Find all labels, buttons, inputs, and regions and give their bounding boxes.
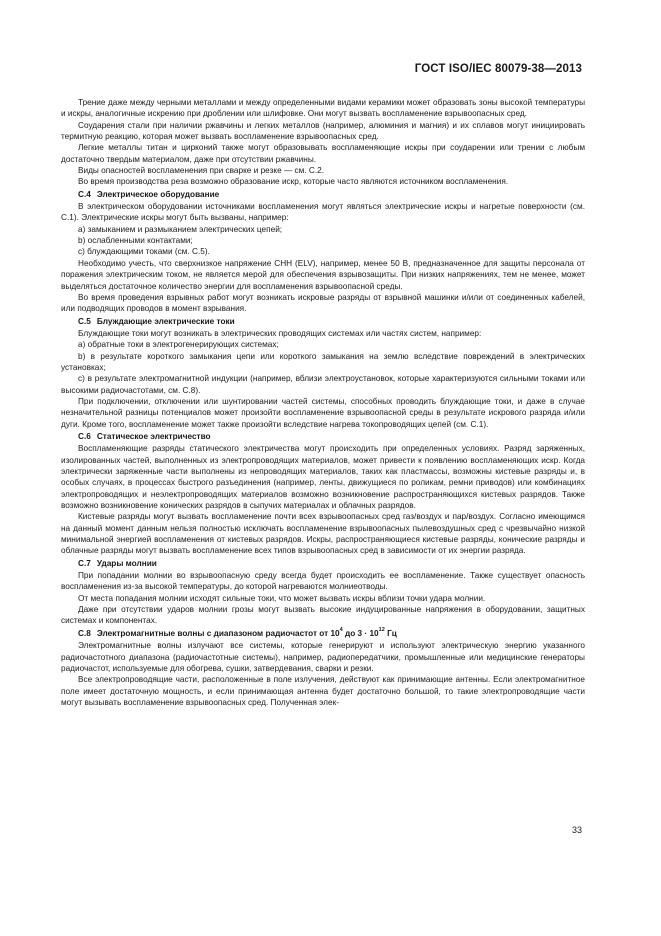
list-item: b) ослабленными контактами;	[78, 236, 193, 246]
section-heading	[61, 558, 585, 569]
section-title-part: Электромагнитные волны с диапазоном радиочастот от 10	[96, 628, 340, 638]
paragraph: Электромагнитные волны излучают все системы, которые генерируют и используют электрическую энергию указанного радиочастотного диапазона (радиочастотные системы), например, радиопередатчики, промышленные или медицинские генераторы радиочастот, используемые для обогрева, сушки, затвердевания, сварки и резки.	[61, 641, 585, 673]
document-body	[61, 97, 585, 708]
section-heading	[61, 189, 585, 200]
list-item: а) обратные токи в электрогенерирующих системах;	[78, 340, 279, 350]
list-item: b) в результате короткого замыкания цепи или короткого замыкания на землю вследствие повреждений в электрических установках;	[61, 351, 585, 372]
section-number: С.4	[78, 189, 91, 199]
list-item: с) блуждающими токами (см. С.5).	[78, 247, 210, 257]
paragraph: Виды опасностей воспламенения при сварке и резке — см. С.2.	[78, 166, 325, 176]
paragraph: При попадании молнии во взрывоопасную среду всегда будет происходить ее воспламенение. Также существует опасность воспламенения из-за высокой температуры, до которой нагреваются молниеотводы.	[61, 571, 585, 592]
standard-header-title: ГОСТ ISO/IEC 80079-38—2013	[414, 63, 582, 75]
section-title-part: до 3 · 10	[342, 628, 379, 638]
paragraph: Легкие металлы титан и цирконий также могут образовывать воспламеняющие искры при соударении или трении с любым достаточно твердым материалом, даже при отсутствии ржавчины.	[61, 143, 585, 164]
paragraph: Соударения стали при наличии ржавчины и легких металлов (например, алюминия и магния) и их сплавов могут инициировать термитную реакцию, которая может вызвать воспламенение взрывоопасных сред.	[61, 120, 585, 142]
paragraph: Трение даже между черными металлами и между определенными видами керамики может образовать зоны высокой температуры и искры, аналогичные искрению при дроблении или шлифовке. Они могут вызвать воспламенение взрывоопасных сред.	[61, 98, 585, 119]
paragraph: При подключении, отключении или шунтировании частей системы, способных проводить блуждающие токи, и даже в случае незначительной разницы потенциалов может произойти воспламенение взрывоопасной среды в результате искрового разряда и/или дуги. Кроме того, воспламенение может также произойти вследствие нагрева токопроводящих цепей (см. С.1).	[61, 396, 585, 429]
section-title: Блуждающие электрические токи	[96, 316, 235, 326]
section-title-part: Гц	[384, 628, 397, 638]
paragraph: От места попадания молнии исходят сильные токи, что может вызвать искры вблизи точки удара молнии.	[78, 593, 486, 603]
paragraph: Воспламеняющие разряды статического электричества могут происходить при определенных условиях. Разряд заряженных, изолированных частей, выполненных из электропроводящих материалов, может привести к появлению воспламеняющих искр. Когда электрически заряженные части выполнены из непроводящих материалов, таких как пластмассы, возможны кистевые разряды и, в особых случаях, в процессах быстрого разъединения (например, ленты, движущиеся по роликам, ремни приводов) или комбинациях электропроводящих и неэлектропроводящих материалов возможно возникновение распространяющихся кистевых разрядов. Также возможно возникновение конических разрядов в сыпучих материалах и облачных разрядов.	[61, 444, 585, 511]
paragraph: Даже при отсутствии ударов молнии грозы могут вызвать высокие индуцированные напряжения в оборудовании, защитных системах и компонентах.	[61, 605, 585, 626]
exponent: 12	[378, 627, 385, 634]
section-number: С.8	[78, 628, 91, 638]
paragraph: Во время проведения взрывных работ могут возникать искровые разряды от взрывной машинки и/или от соединенных кабелей, или подводящих проводов в момент взрывания.	[61, 292, 585, 314]
paragraph: В электрическом оборудовании источниками воспламенения могут являться электрические искры и нагретые поверхности (см. С.1). Электрические искры могут быть вызваны, например:	[61, 202, 585, 223]
page-number: 33	[571, 825, 582, 835]
paragraph: Блуждающие токи могут возникать в электрических проводящих системах или частях систем, например:	[78, 328, 482, 338]
section-number: С.6	[78, 431, 91, 441]
section-heading	[61, 316, 585, 327]
paragraph: Все электропроводящие части, расположенные в поле излучения, действуют как принимающие антенны. Если электромагнитное поле имеет достаточную мощность, и если принимающая антенна будет достаточно большой, то такие электропроводящие части могут вызывать воспламенение взрывоопасных сред. Полученная элек-	[61, 675, 585, 707]
paragraph: Необходимо учесть, что сверхнизкое напряжение СНН (ELV), например, менее 50 В, предназначенное для защиты персонала от поражения электрическим током, не является мерой для обеспечения взрывозащиты. При низких напряжениях, тем не менее, может выделяться достаточное количество энергии для воспламенения взрывоопасной среды.	[61, 258, 585, 291]
section-title: Статическое электричество	[96, 431, 211, 441]
section-number: С.7	[78, 558, 91, 568]
list-item: а) замыканием и размыканием электрических цепей;	[78, 224, 283, 234]
list-item: с) в результате электромагнитной индукции (например, вблизи электроустановок, которые характеризуются сильными токами или высокими радиочастотами, см. С.8).	[61, 374, 585, 395]
section-title: Электрическое оборудование	[96, 189, 220, 199]
section-number: С.5	[78, 316, 91, 326]
section-title: Удары молнии	[96, 558, 157, 568]
section-heading	[61, 628, 585, 639]
exponent: 4	[339, 627, 343, 634]
paragraph: Во время производства реза возможно образование искр, которые часто являются источником воспламенения.	[78, 177, 509, 187]
section-heading	[61, 431, 585, 442]
paragraph: Кистевые разряды могут вызвать воспламенение почти всех взрывоопасных сред газ/воздух и пар/воздух. Согласно имеющимся на данный момент данным нельзя полностью исключать воспламенение взрывоопасных пылевоздушных сред с чрезвычайно низкой минимальной энергией воспламенения от кистевых разрядов. Искры, распространяющиеся кистевые разряды, конические разряды и облачные разряды могут вызвать воспламенение всех типов взрывоопасных сред в зависимости от их энергии разряда.	[61, 512, 585, 556]
